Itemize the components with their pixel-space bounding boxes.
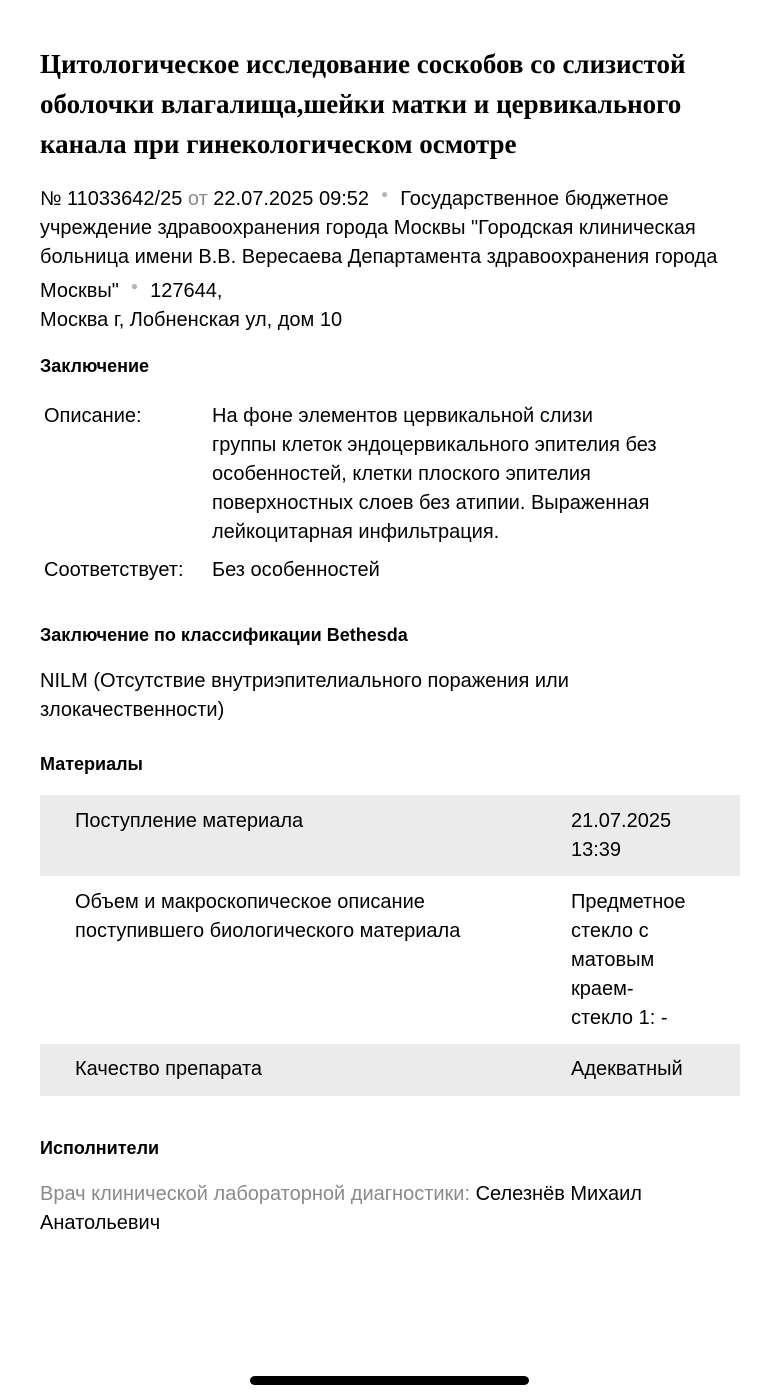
performer [40,1180,740,1238]
material-value [571,888,740,1033]
corresponds-row [44,556,740,585]
bethesda-heading: Заключение по классификации Bethesda [40,625,408,645]
material-value-line: Предметное [571,891,686,913]
material-label [40,888,571,1033]
material-value-line: 21.07.2025 [571,810,672,832]
conclusion-heading: Заключение [40,356,150,376]
table-row [40,1044,740,1096]
bethesda-line: NILM (Отсутствие внутриэпителиального поражения или [40,670,569,692]
description-line: особенностей, клетки плоского эпителия [212,463,591,485]
description-label: Описание: [44,405,142,427]
performer-name: Анатольевич [40,1212,161,1234]
performer-name: Селезнёв Михаил [475,1183,642,1205]
materials-table [40,795,740,1096]
material-label-line: поступившего биологического материала [75,920,461,942]
description-line: На фоне элементов цервикальной слизи [212,405,593,427]
separator-dot-icon: ● [130,279,139,293]
home-indicator[interactable] [250,1376,529,1385]
material-value-line: Адекватный [571,1058,683,1080]
description-row [44,402,740,547]
from-label: от [187,188,208,210]
performer-role: Врач клинической лабораторной диагностики: [40,1183,471,1205]
material-value [571,807,740,865]
material-value-line: 13:39 [571,839,622,861]
description-line: группы клеток эндоцервикального эпителия без [212,434,657,456]
material-label-line: Объем и макроскопическое описание [75,891,425,913]
bethesda-text [40,667,740,725]
address-line2: Москва г, Лобненская ул, дом 10 [40,309,343,331]
material-label-line: Поступление материала [75,810,304,832]
report-datetime: 22.07.2025 09:52 [213,188,369,210]
material-value-line: стекло с [571,920,649,942]
material-label [40,1055,571,1084]
material-value-line: краем- [571,978,634,1000]
material-label-line: Качество препарата [75,1058,263,1080]
address-line1: 127644, [150,280,223,302]
material-value-line: матовым [571,949,655,971]
description-line: лейкоцитарная инфильтрация. [212,521,500,543]
material-label [40,807,571,865]
separator-dot-icon: ● [381,187,389,201]
corresponds-value: Без особенностей [212,559,380,581]
table-row [40,795,740,876]
conclusion-list [44,402,740,585]
material-value [571,1055,740,1084]
performers-heading: Исполнители [40,1138,160,1158]
report-number: № 11033642/25 [40,188,183,210]
corresponds-label: Соответствует: [44,559,184,581]
bethesda-line: злокачественности) [40,699,225,721]
report-meta [40,180,740,335]
description-value [212,402,740,547]
materials-heading: Материалы [40,754,143,774]
report-title: Цитологическое исследование соскобов со слизистой оболочки влагалища,шейки матки и цервикального канала при гинекологическом осмотре [40,49,686,159]
material-value-line: стекло 1: - [571,1007,668,1029]
table-row [40,876,740,1044]
institution-name: Государственное бюджетное учреждение здравоохранения города Москвы "Городская клиническая больница имени В.В. Вересаева Департамента здравоохранения города Москвы" [40,188,718,302]
description-line: поверхностных слоев без атипии. Выраженная [212,492,650,514]
